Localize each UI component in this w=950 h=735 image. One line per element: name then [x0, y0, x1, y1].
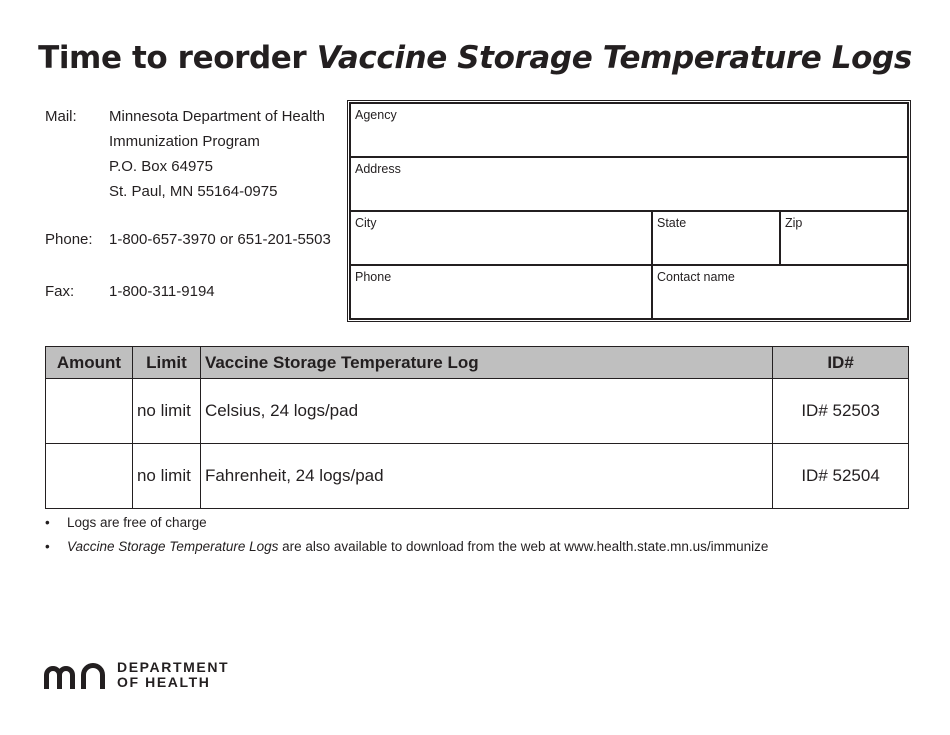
note-1: Logs are free of charge	[67, 515, 207, 530]
logo-line-1: DEPARTMENT	[117, 659, 230, 675]
agency-field[interactable]	[350, 103, 908, 157]
zip-field[interactable]	[780, 211, 908, 265]
bullet-1: •	[45, 515, 50, 530]
mail-line-1: Minnesota Department of Health	[109, 108, 325, 125]
log-cell: Fahrenheit, 24 logs/pad	[200, 444, 772, 509]
page-title	[0, 40, 950, 76]
mail-label: Mail:	[45, 108, 77, 125]
header-amount: Amount	[46, 347, 133, 379]
mail-line-4: St. Paul, MN 55164-0975	[109, 183, 278, 200]
agency-label: Agency	[355, 108, 397, 122]
bullet-2: •	[45, 539, 50, 554]
city-field[interactable]	[350, 211, 652, 265]
mail-line-3: P.O. Box 64975	[109, 158, 213, 175]
table-row	[46, 379, 909, 444]
header-limit: Limit	[132, 347, 200, 379]
contact-name-field[interactable]	[652, 265, 908, 319]
fax-value: 1-800-311-9194	[109, 283, 215, 300]
phone-label: Phone:	[45, 231, 93, 248]
state-field[interactable]	[652, 211, 780, 265]
address-field[interactable]	[350, 157, 908, 211]
title-italic: Vaccine Storage Temperature Logs	[316, 40, 912, 76]
contact-name-label: Contact name	[657, 270, 735, 284]
mail-line-2: Immunization Program	[109, 133, 260, 150]
fax-label: Fax:	[45, 283, 75, 300]
phone-field[interactable]	[350, 265, 652, 319]
table-header-row	[46, 347, 909, 379]
amount-input-celsius[interactable]	[46, 379, 133, 444]
note-2-italic: Vaccine Storage Temperature Logs	[67, 539, 279, 554]
city-label: City	[355, 216, 377, 230]
amount-input-fahrenheit[interactable]	[46, 444, 133, 509]
address-label: Address	[355, 162, 401, 176]
order-table	[45, 346, 909, 509]
order-form	[347, 100, 911, 322]
mn-logo-icon	[44, 661, 109, 689]
state-label: State	[657, 216, 687, 230]
header-log: Vaccine Storage Temperature Log	[200, 347, 772, 379]
note-2	[67, 537, 768, 557]
mdh-logo	[44, 660, 229, 690]
phone-field-label: Phone	[355, 270, 392, 284]
zip-label: Zip	[785, 216, 803, 230]
phone-value: 1-800-657-3970 or 651-201-5503	[109, 231, 331, 248]
title-prefix: Time to reorder	[38, 40, 317, 76]
limit-cell: no limit	[132, 444, 200, 509]
logo-text	[117, 660, 229, 690]
header-id: ID#	[773, 347, 909, 379]
logo-line-2: OF HEALTH	[117, 674, 211, 690]
id-cell: ID# 52504	[773, 444, 909, 509]
table-row	[46, 444, 909, 509]
id-cell: ID# 52503	[773, 379, 909, 444]
log-cell: Celsius, 24 logs/pad	[200, 379, 772, 444]
note-2-rest: are also available to download from the web at www.health.state.mn.us/immunize	[278, 539, 769, 554]
limit-cell: no limit	[132, 379, 200, 444]
